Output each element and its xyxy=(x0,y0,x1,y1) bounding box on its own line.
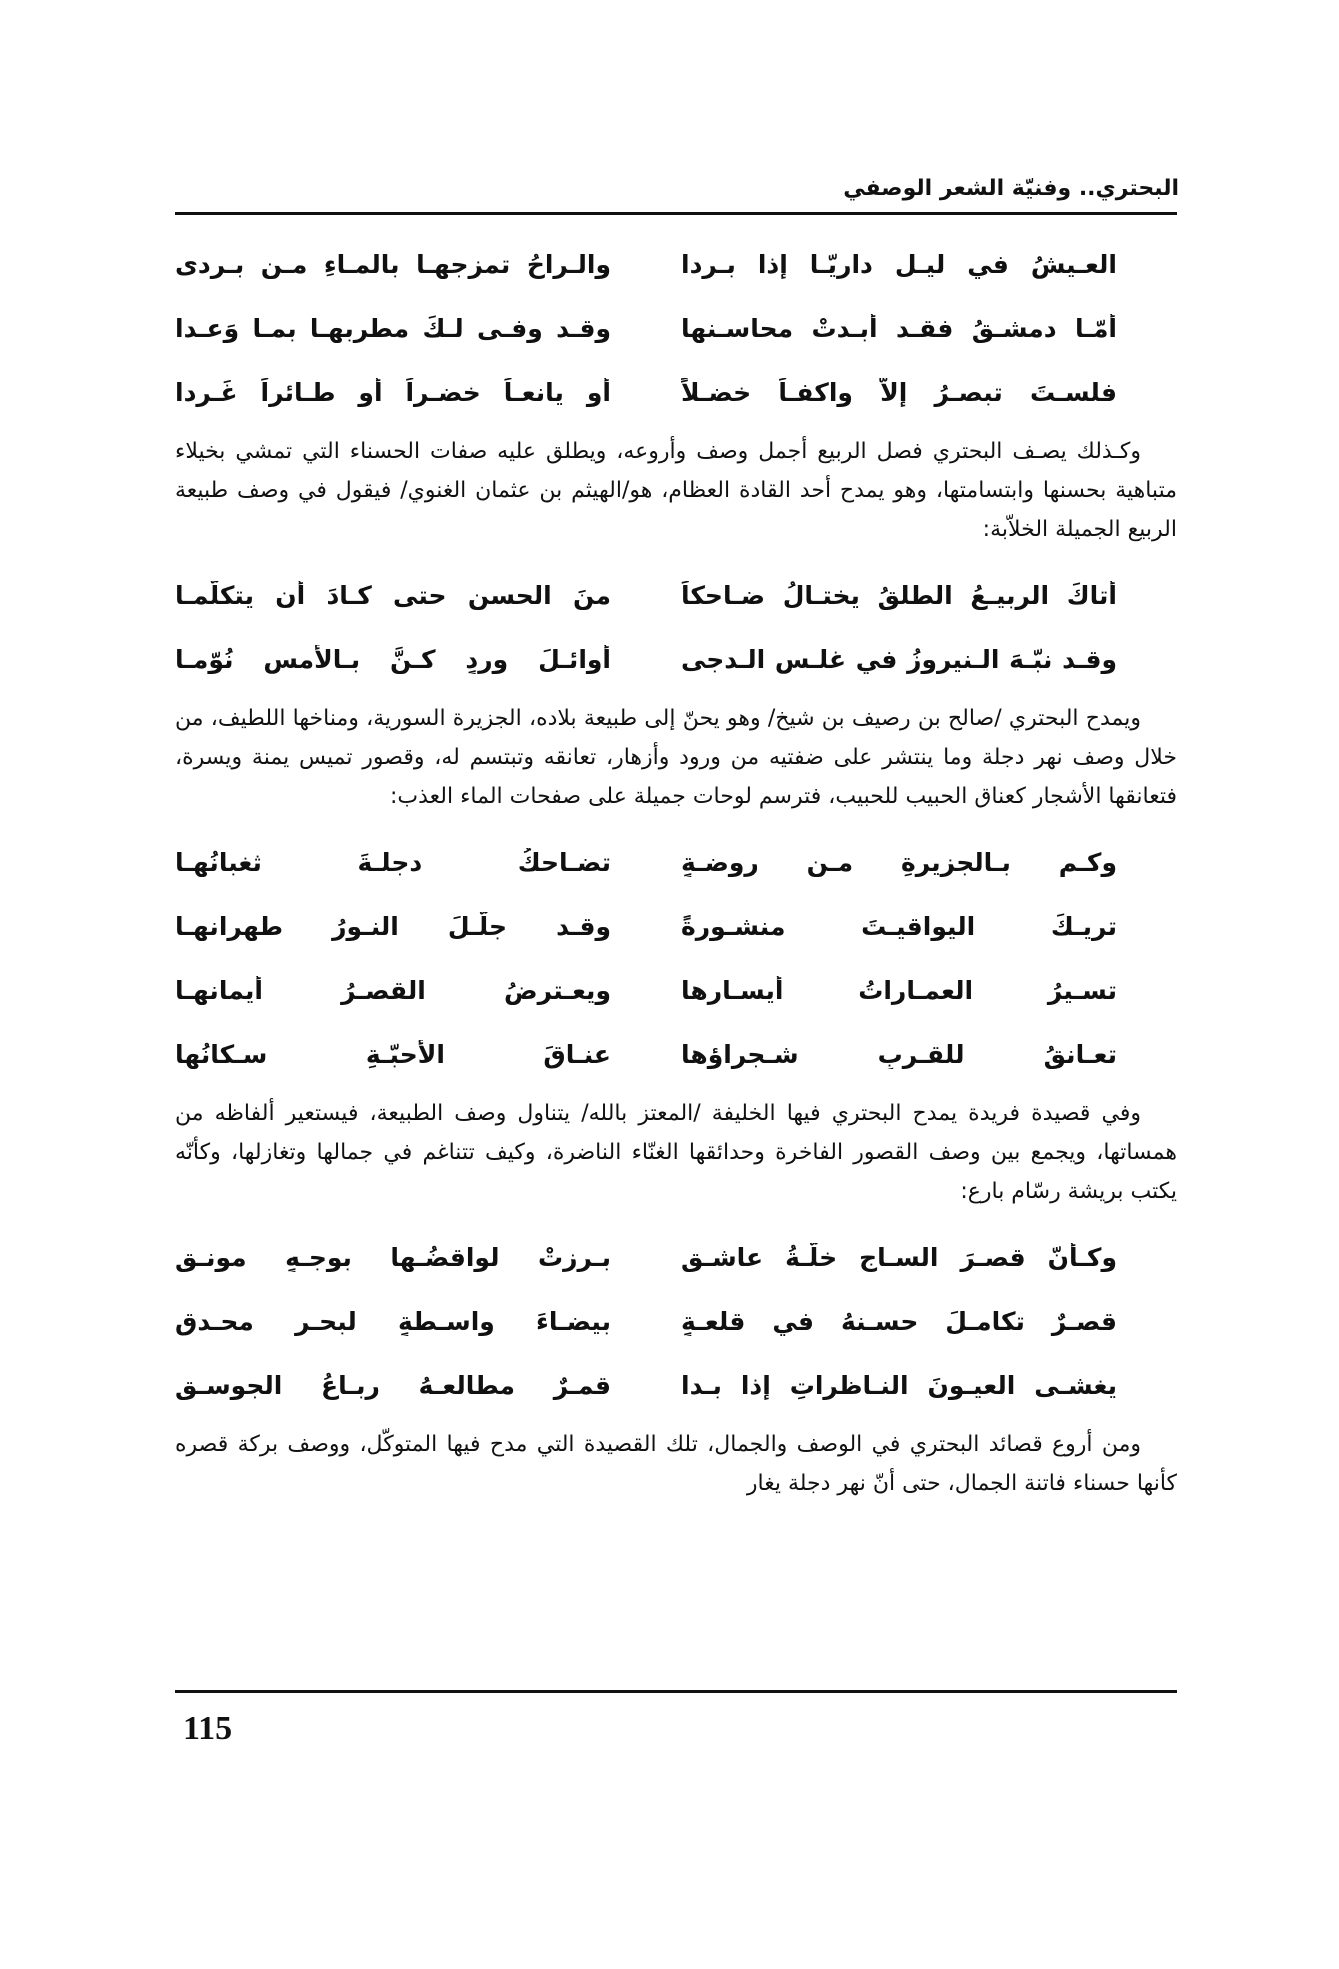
verse-first-hemistich: قصـرٌ تكامـلَ حسـنهُ في قلعـةٍ xyxy=(681,1306,1117,1336)
verse-line xyxy=(175,958,1177,1022)
verse-line xyxy=(175,1289,1177,1353)
verse-first-hemistich: يغشـى العيـونَ النـاظراتِ إذا بـدا xyxy=(681,1370,1117,1400)
verse-line xyxy=(175,894,1177,958)
prose-paragraph: ويمدح البحتري /صالح بن رصيف بن شيخ/ وهو يحنّ إلى طبيعة بلاده، الجزيرة السورية، ومناخها اللطيف، من خلال وصف نهر دجلة وما ينتشر على ضفتيه من ورود وأزهار، تعانقه وتبتسم له، وقصور تميس يمنة ويسرة، فتعانقها الأشجار كعناق الحبيب للحبيب، فترسم لوحات جميلة على صفحات الماء العذب: xyxy=(175,706,1177,809)
verse-second-hemistich: والـراحُ تمزجهـا بالمـاءِ مـن بـردى xyxy=(175,249,611,279)
verse-first-hemistich: فلسـتَ تبصـرُ إلاّ واكفـاً خضـلاً xyxy=(681,377,1117,407)
verse-line xyxy=(175,232,1177,296)
verse-second-hemistich: بـرزتْ لواقضُـها بوجـهٍ مونـقِ xyxy=(175,1242,611,1272)
verse-line xyxy=(175,1022,1177,1086)
verse-first-hemistich: تريـكَ اليواقيـتَ منشـورةً xyxy=(681,911,1117,941)
verse-line xyxy=(175,830,1177,894)
poem-verses xyxy=(175,830,1177,1086)
prose-paragraph: وفي قصيدة فريدة يمدح البحتري فيها الخليفة /المعتز بالله/ يتناول وصف الطبيعة، فيستعير ألفاظه من همساتها، ويجمع بين وصف القصور الفاخرة وحدائقها الغنّاء الناضرة، وكيف تتناغم في جمالها وتغازلها، وكأنّه يكتب بريشة رسّام بارع: xyxy=(175,1101,1177,1204)
verse-line xyxy=(175,1353,1177,1417)
page-number: 115 xyxy=(183,1710,233,1747)
verse-second-hemistich: أو يانعـاً خضـراً أو طـائراً غَـرِدا xyxy=(175,377,611,407)
prose-paragraph: وكـذلك يصـف البحتري فصل الربيع أجمل وصف وأروعه، ويطلق عليه صفات الحسناء التي تمشي بخيلاء متباهية بحسنها وابتسامتها، وهو يمدح أحد القادة العظام، هو/الهيثم بن عثمان الغنوي/ فيقول في وصف طبيعة الربيع الجميلة الخلاّبة: xyxy=(175,439,1177,542)
verse-second-hemistich: منَ الحسنِ حتى كـادَ أن يتكلّمـا xyxy=(175,580,611,610)
poem-verses xyxy=(175,563,1177,691)
verse-second-hemistich: تضـاحكُ دجلـةَ ثغبانُهـا xyxy=(175,847,611,877)
verse-second-hemistich: عنـاقَ الأحبّـةِ سـكانُها xyxy=(175,1039,611,1069)
verse-line xyxy=(175,627,1177,691)
verse-first-hemistich: تعـانقُ للقـربِ شـجراؤها xyxy=(681,1039,1117,1069)
verse-first-hemistich: أتاكَ الربيـعُ الطلقُ يختـالُ ضـاحكاً xyxy=(681,580,1117,610)
verse-first-hemistich: وكـم بـالجزيرةِ مـن روضـةٍ xyxy=(681,847,1117,877)
verse-second-hemistich: بيضـاءَ واسـطةٍ لبحـرٍ محـدقِ xyxy=(175,1306,611,1336)
verse-second-hemistich: وقـد وفـى لـكَ مطربهـا بمـا وَعـدا xyxy=(175,313,611,343)
verse-line xyxy=(175,360,1177,424)
verse-first-hemistich: وقـد نبّـهَ الـنيروزُ في غلـسِ الـدجى xyxy=(681,644,1117,674)
header-rule xyxy=(175,212,1177,215)
verse-first-hemistich: العـيشُ في ليـل داريّـا إذا بـردا xyxy=(681,249,1117,279)
page-body xyxy=(175,232,1177,1517)
verse-line xyxy=(175,1225,1177,1289)
verse-line xyxy=(175,563,1177,627)
running-header-title: البحتري.. وفنيّة الشعر الوصفي xyxy=(843,176,1179,201)
verse-second-hemistich: قمـرٌ مطالعـهُ ربـاعُ الجوسـقِ xyxy=(175,1370,611,1400)
verse-second-hemistich: أوائـلَ وردٍ كـنَّ بـالأمسِ نُوّمـا xyxy=(175,644,611,674)
verse-first-hemistich: تسـيرُ العمـاراتُ أيسـارها xyxy=(681,975,1117,1005)
footer-rule xyxy=(175,1690,1177,1693)
prose-paragraph: ومن أروع قصائد البحتري في الوصف والجمال، تلك القصيدة التي مدح فيها المتوكّل، ووصف بركة قصره كأنها حسناء فاتنة الجمال، حتى أنّ نهر دجلة يغار xyxy=(175,1432,1177,1496)
verse-second-hemistich: وقـد جلّـلَ النـورُ طهرانهـا xyxy=(175,911,611,941)
verse-line xyxy=(175,296,1177,360)
poem-verses xyxy=(175,232,1177,424)
verse-second-hemistich: ويعـترضُ القصـرُ أيمانهـا xyxy=(175,975,611,1005)
verse-first-hemistich: أمّـا دمشـقُ فقـد أبـدتْ محاسـنها xyxy=(681,313,1117,343)
verse-first-hemistich: وكـأنّ قصـرَ السـاجِ خلّـةُ عاشـقٍ xyxy=(681,1242,1117,1272)
poem-verses xyxy=(175,1225,1177,1417)
